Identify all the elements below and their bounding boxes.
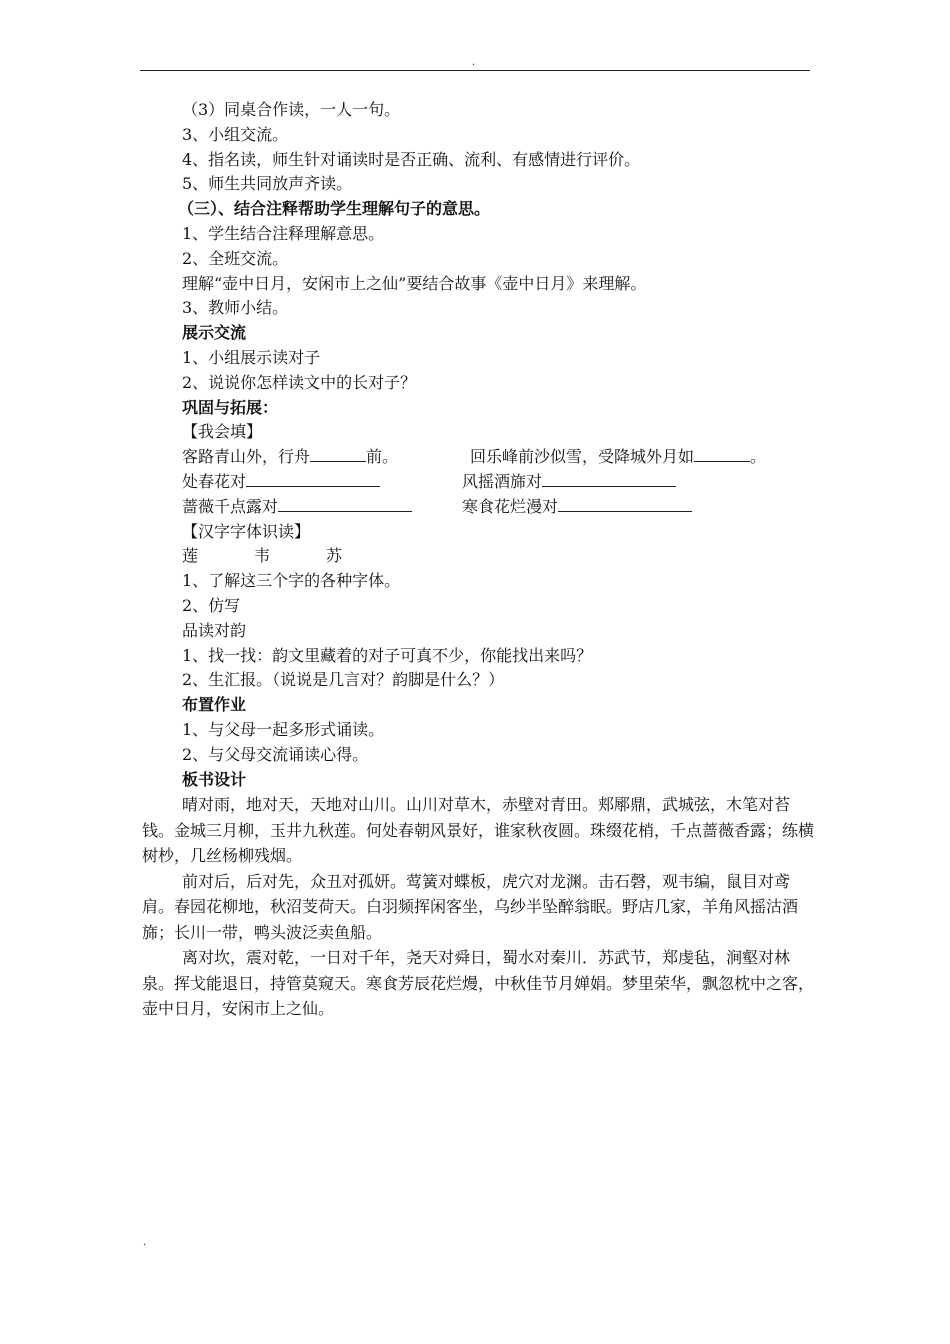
fill-text: 前。 — [366, 447, 399, 467]
fill-text: 风摇酒旆对 — [462, 471, 543, 491]
text-line: 2、说说你怎样读文中的长对子？ — [182, 372, 417, 392]
fill-text: 处春花对 — [182, 471, 247, 491]
section-heading: 板书设计 — [182, 769, 247, 789]
fill-text: 。 — [750, 447, 767, 467]
footer-dot: . — [143, 1237, 147, 1248]
fill-text: 蔷薇千点露对 — [182, 496, 279, 516]
text-line: 2、生汇报。（说说是几言对？韵脚是什么？） — [182, 670, 505, 690]
fill-blank — [558, 496, 692, 512]
section-heading: （三）、结合注释帮助学生理解句子的意思。 — [178, 199, 491, 219]
fill-text: 寒食花烂漫对 — [462, 496, 559, 516]
board-paragraph: 晴对雨，地对天，天地对山川。山川对草木，赤壁对青田。郏鄏鼎，武城弦，木笔对苔钱。金城三月柳，玉井九秋莲。何处春朝风景好，谁家秋夜圆。珠缀花梢，千点蔷薇香露；练横树杪，几丝杨柳残烟。 — [142, 795, 815, 866]
fill-blank — [310, 446, 366, 462]
fill-blank — [694, 446, 750, 462]
document-body — [142, 98, 822, 1022]
character: 苏 — [326, 546, 343, 566]
text-line: 3、小组交流。 — [182, 124, 289, 144]
text-line: 4、指名读，师生针对诵读时是否正确、流利、有感情进行评价。 — [182, 149, 641, 169]
fill-row — [182, 470, 822, 495]
header-dot: . — [472, 57, 476, 68]
fill-blank — [246, 471, 380, 487]
text-line: 品读对韵 — [182, 620, 247, 640]
text-line: 3、教师小结。 — [182, 298, 289, 318]
text-line: 理解“壶中日月，安闲市上之仙”要结合故事《壶中日月》来理解。 — [182, 273, 647, 293]
board-paragraph: 前对后，后对先，众丑对孤妍。莺簧对蝶板，虎穴对龙渊。击石磬，观韦编，鼠目对鸢肩。春园花柳地，秋沼芰荷天。白羽频挥闲客坐，乌纱半坠醉翁眠。野店几家，羊角风摇沽酒旆；长川一带，鸭头波泛卖鱼船。 — [142, 871, 799, 942]
character: 莲 — [182, 546, 199, 566]
section-heading: 展示交流 — [182, 323, 247, 343]
character: 韦 — [254, 546, 271, 566]
text-line: 1、找一找：韵文里藏着的对子可真不少，你能找出来吗？ — [182, 645, 593, 665]
section-heading: 巩固与拓展： — [182, 397, 279, 417]
character-row — [182, 544, 822, 569]
text-line: 【汉字字体识读】 — [182, 521, 311, 541]
text-line: 2、与父母交流诵读心得。 — [182, 744, 369, 764]
board-paragraph: 离对坎，震对乾，一日对千年，尧天对舜日，蜀水对秦川．苏武节，郑虔毡，涧壑对林泉。挥戈能退日，持管莫窥天。寒食芳辰花烂熳，中秋佳节月婵娟。梦里荣华，飘忽枕中之客，壶中日月，安闲市上之仙。 — [142, 948, 815, 1019]
text-line: 2、仿写 — [182, 595, 241, 615]
header-rule — [140, 70, 810, 71]
text-line: 【我会填】 — [182, 422, 263, 442]
text-line: 2、全班交流。 — [182, 248, 289, 268]
text-line: 1、与父母一起多形式诵读。 — [182, 719, 385, 739]
fill-row — [182, 495, 822, 520]
fill-text: 回乐峰前沙似雪，受降城外月如 — [470, 447, 695, 467]
text-line: 1、小组展示读对子 — [182, 347, 321, 367]
fill-text: 客路青山外，行舟 — [182, 447, 311, 467]
fill-row — [182, 445, 822, 470]
text-line: 1、了解这三个字的各种字体。 — [182, 571, 401, 591]
fill-blank — [542, 471, 676, 487]
section-heading: 布置作业 — [182, 695, 247, 715]
fill-blank — [278, 496, 412, 512]
text-line: （3）同桌合作读，一人一句。 — [182, 100, 401, 119]
text-line: 5、师生共同放声齐读。 — [182, 174, 353, 194]
text-line: 1、学生结合注释理解意思。 — [182, 223, 385, 243]
